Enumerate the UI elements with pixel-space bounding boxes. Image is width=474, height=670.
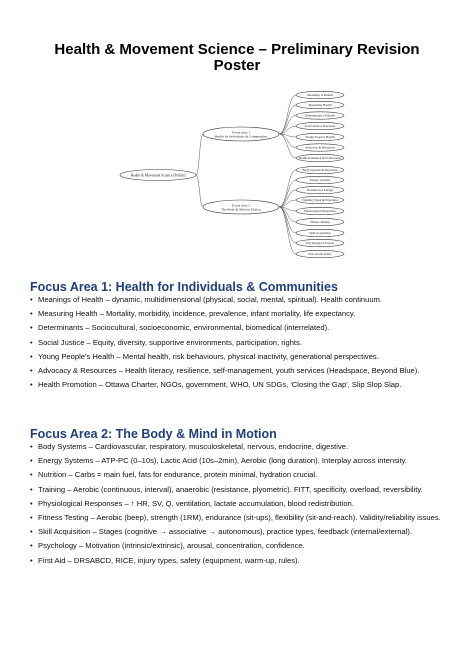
mindmap-edge xyxy=(279,180,296,207)
section-heading-focus-area-2: Focus Area 2: The Body & Mind in Motion xyxy=(30,427,277,441)
list-item: • Skill Acquisition – Stages (cognitive → associative → autonomous), practice types, feedback (internal/external). xyxy=(30,527,450,538)
mindmap-diagram xyxy=(0,80,474,270)
mindmap-leaf-label: Determinants of Health xyxy=(305,113,335,118)
mindmap-leaf-label: Energy Systems xyxy=(309,178,331,183)
mindmap-branch-label: Focus Area 2 xyxy=(232,203,250,208)
mindmap-edge xyxy=(279,134,296,158)
mindmap-leaf-label: Body Systems & Structures xyxy=(302,168,338,173)
list-item: • Determinants – Sociocultural, socioeconomic, environmental, biomedical (interrelated). xyxy=(30,323,450,334)
focus-area-1-list xyxy=(30,295,450,394)
section-heading-focus-area-1: Focus Area 1: Health for Individuals & Communities xyxy=(30,280,338,294)
mindmap-root-label: Health & Movement Science (Prelim) xyxy=(130,173,186,178)
list-item: • Training – Aerobic (continuous, interval), anaerobic (resistance, plyometric). FITT, specificity, overload, reversibility. xyxy=(30,485,450,496)
list-item: • First Aid – DRSABCD, RICE, injury types, safety (equipment, warm-up, rules). xyxy=(30,556,450,567)
list-item: • Measuring Health – Mortality, morbidity, incidence, prevalence, infant mortality, life expectancy. xyxy=(30,309,450,320)
mindmap-leaf-label: Physiological Responses xyxy=(304,209,336,214)
list-item: • Advocacy & Resources – Health literacy, resilience, self-management, youth services (Headspace, Beyond Blue). xyxy=(30,366,450,377)
mindmap-edge xyxy=(196,175,203,207)
mindmap-edge xyxy=(196,134,203,175)
mindmap-edge xyxy=(279,105,296,134)
mindmap-branch-label: Focus Area 1 xyxy=(232,130,250,135)
mindmap-edge xyxy=(279,170,296,207)
mindmap-branch-label: Health for Individuals & Communities xyxy=(214,134,268,139)
focus-area-2-list xyxy=(30,442,450,570)
mindmap-leaf-label: Meanings of Health xyxy=(307,93,333,98)
list-item: • Social Justice – Equity, diversity, supportive environments, participation, rights. xyxy=(30,338,450,349)
list-item: • Fitness Testing – Aerobic (beep), strength (1RM), endurance (sit-ups), flexibility (sit-and-reach). Validity/reliability issues. xyxy=(30,513,450,524)
mindmap-leaf-label: Nutrition for Energy xyxy=(306,188,334,193)
mindmap-leaf-label: Training Types & Principles xyxy=(302,198,338,203)
mindmap-leaf-label: Young People's Health xyxy=(305,135,335,140)
mindmap-edge xyxy=(279,207,296,243)
list-item: • Nutrition – Carbs = main fuel, fats for endurance, protein minimal, hydration crucial. xyxy=(30,470,450,481)
list-item: • Body Systems – Cardiovascular, respiratory, musculoskeletal, nervous, endocrine, digestive. xyxy=(30,442,450,453)
mindmap-leaf-label: Psychological Factors xyxy=(305,241,335,246)
mindmap-edge xyxy=(279,95,296,134)
mindmap-leaf-label: Social Justice Principles xyxy=(304,124,336,129)
list-item: • Health Promotion – Ottawa Charter, NGOs, government, WHO, UN SDGs, 'Closing the Gap', Slip Slop Slap. xyxy=(30,380,450,391)
mindmap-edge xyxy=(279,116,296,135)
mindmap-leaf-label: Advocacy & Resources xyxy=(304,145,336,150)
poster-title: Health & Movement Science – Preliminary Revision Poster xyxy=(54,41,420,74)
mindmap-leaf-label: First Aid & Safety xyxy=(308,252,332,257)
mindmap-edge xyxy=(279,190,296,207)
list-item: • Psychology – Motivation (intrinsic/extrinsic), arousal, concentration, confidence. xyxy=(30,541,450,552)
mindmap-leaf-label: Fitness Testing xyxy=(310,220,330,225)
mindmap-leaf-label: Health Promotion & Frameworks xyxy=(298,156,342,161)
list-item: • Physiological Responses – ↑ HR, SV, Q, ventilation, lactate accumulation, blood redistribution. xyxy=(30,499,450,510)
mindmap-branch-label: The Body & Mind in Motion xyxy=(221,207,261,212)
mindmap-leaf-label: Measuring Health xyxy=(308,103,332,108)
list-item: • Young People's Health – Mental health, risk behaviours, physical inactivity, generational perspectives. xyxy=(30,352,450,363)
list-item: • Meanings of Health – dynamic, multidimensional (physical, social, mental, spiritual). Health continuum. xyxy=(30,295,450,306)
mindmap-leaf-label: Skill Acquisition xyxy=(309,231,331,236)
list-item: • Energy Systems – ATP-PC (0–10s), Lactic Acid (10s–2min), Aerobic (long duration). Interplay across intensity. xyxy=(30,456,450,467)
